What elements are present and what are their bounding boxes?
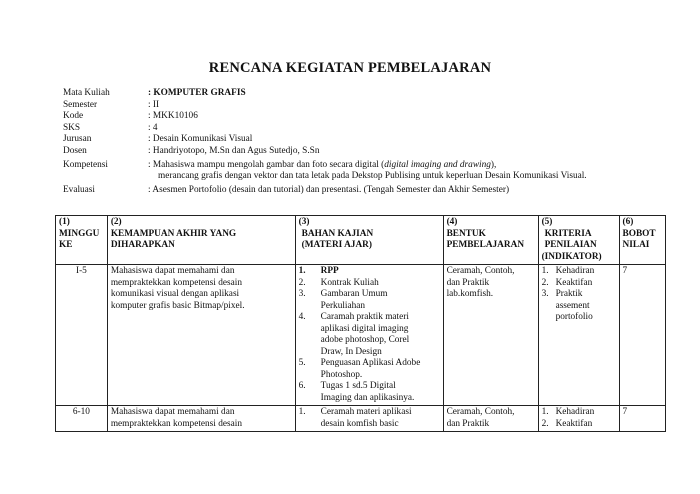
info-key: Kompetensi xyxy=(63,159,108,170)
info-key: Kode xyxy=(63,111,84,122)
info-key: Mata Kuliah xyxy=(63,88,110,98)
kriteria-list xyxy=(542,266,616,324)
info-value: : 4 xyxy=(148,122,158,133)
info-row-mata-kuliah xyxy=(63,88,587,100)
kompetensi-line2: merancang grafis dengan vektor dan tata letak pada Dekstop Publising untuk keperluan Desain Komunikasi Visual. xyxy=(158,171,587,182)
info-row-kode xyxy=(63,111,587,123)
info-row-kompetensi-cont xyxy=(63,171,587,183)
document-title: RENCANA KEGIATAN PEMBELAJARAN xyxy=(208,60,492,76)
cell-bahan-kajian xyxy=(295,406,443,432)
cell-bobot: 7 xyxy=(619,406,665,432)
info-value xyxy=(148,160,496,172)
list-item: 5. Penguasan Aplikasi Adobe Photoshop. xyxy=(298,358,421,380)
list-item: 2. Kontrak Kuliah xyxy=(298,277,379,288)
header-bobot: (6) BOBOT NILAI xyxy=(619,216,665,265)
list-item: 2. Keaktifan xyxy=(541,277,593,288)
list-item: 1. Kehadiran xyxy=(541,266,595,276)
cell-bentuk: Ceramah, Contoh, dan Praktik xyxy=(443,406,538,432)
table-header-row xyxy=(56,216,666,265)
course-info xyxy=(63,88,587,196)
table-row xyxy=(56,265,666,406)
header-bahan-kajian: (3) BAHAN KAJIAN (MATERI AJAR) xyxy=(295,216,443,265)
kriteria-list xyxy=(542,407,616,430)
cell-kriteria xyxy=(538,406,619,432)
list-item: 1. RPP xyxy=(298,266,339,276)
info-value: : Asesmen Portofolio (desain dan tutorial) dan presentasi. (Tengah Semester dan Akhir Semester) xyxy=(148,184,510,195)
info-row-sks xyxy=(63,123,587,135)
info-key: Dosen xyxy=(63,145,87,156)
cell-bobot: 7 xyxy=(619,265,665,406)
info-row-evaluasi xyxy=(63,185,587,197)
info-value: : II xyxy=(148,99,160,110)
info-value: : KOMPUTER GRAFIS xyxy=(148,88,246,98)
kompetensi-text-a: : Mahasiswa mampu mengolah gambar dan foto secara digital ( xyxy=(148,159,385,170)
cell-minggu: 6-10 xyxy=(56,406,108,432)
header-minggu: (1) MINGGU KE xyxy=(56,216,108,265)
info-key: Semester xyxy=(63,99,98,110)
info-row-dosen xyxy=(63,146,587,158)
info-key: SKS xyxy=(63,122,81,133)
info-value: : Handriyotopo, M.Sn dan Agus Sutedjo, S.Sn xyxy=(148,145,320,156)
header-kriteria: (5) KRITERIA PENILAIAN (INDIKATOR) xyxy=(538,216,619,265)
cell-kriteria xyxy=(538,265,619,406)
cell-bentuk: Ceramah, Contoh, dan Praktik lab.komfish. xyxy=(443,265,538,406)
kompetensi-emphasis: digital imaging and drawing xyxy=(384,159,491,170)
header-bentuk: (4) BENTUK PEMBELAJARAN xyxy=(443,216,538,265)
info-key: Jurusan xyxy=(63,134,92,145)
list-item: 1. Ceramah materi aplikasi desain komfish basic xyxy=(298,407,412,429)
list-item: 4. Caramah praktik materi aplikasi digital imaging adobe photoshop, Corel Draw, In Design xyxy=(298,312,410,357)
list-item: 1. Kehadiran xyxy=(541,407,595,417)
info-key: Evaluasi xyxy=(63,184,96,195)
list-item: 6. Tugas 1 sd.5 Digital Imaging dan aplikasinya. xyxy=(298,381,415,403)
kompetensi-text-b: ), xyxy=(490,159,497,170)
list-item: 3. Gambaran Umum Perkuliahan xyxy=(298,289,388,311)
header-kemampuan: (2) KEMAMPUAN AKHIR YANG DIHARAPKAN xyxy=(107,216,295,265)
materi-list xyxy=(299,266,440,404)
info-value: : MKK10106 xyxy=(148,111,198,122)
rkp-table xyxy=(55,215,666,432)
table-row xyxy=(56,406,666,432)
cell-kemampuan: Mahasiswa dapat memahami dan mempraktekkan kompetensi desain komunikasi visual dengan aplikasi komputer grafis basic Bitmap/pixel. xyxy=(107,265,295,406)
cell-kemampuan: Mahasiswa dapat memahami dan mempraktekkan kompetensi desain xyxy=(107,406,295,432)
cell-bahan-kajian xyxy=(295,265,443,406)
info-row-semester xyxy=(63,100,587,112)
info-row-jurusan xyxy=(63,134,587,146)
list-item: 3. Praktik assement portofolio xyxy=(541,289,593,322)
cell-minggu: I-5 xyxy=(56,265,108,406)
info-value: : Desain Komunikasi Visual xyxy=(148,134,253,145)
list-item: 2. Keaktifan xyxy=(541,418,593,429)
info-row-kompetensi xyxy=(63,160,587,172)
materi-list xyxy=(299,407,440,430)
